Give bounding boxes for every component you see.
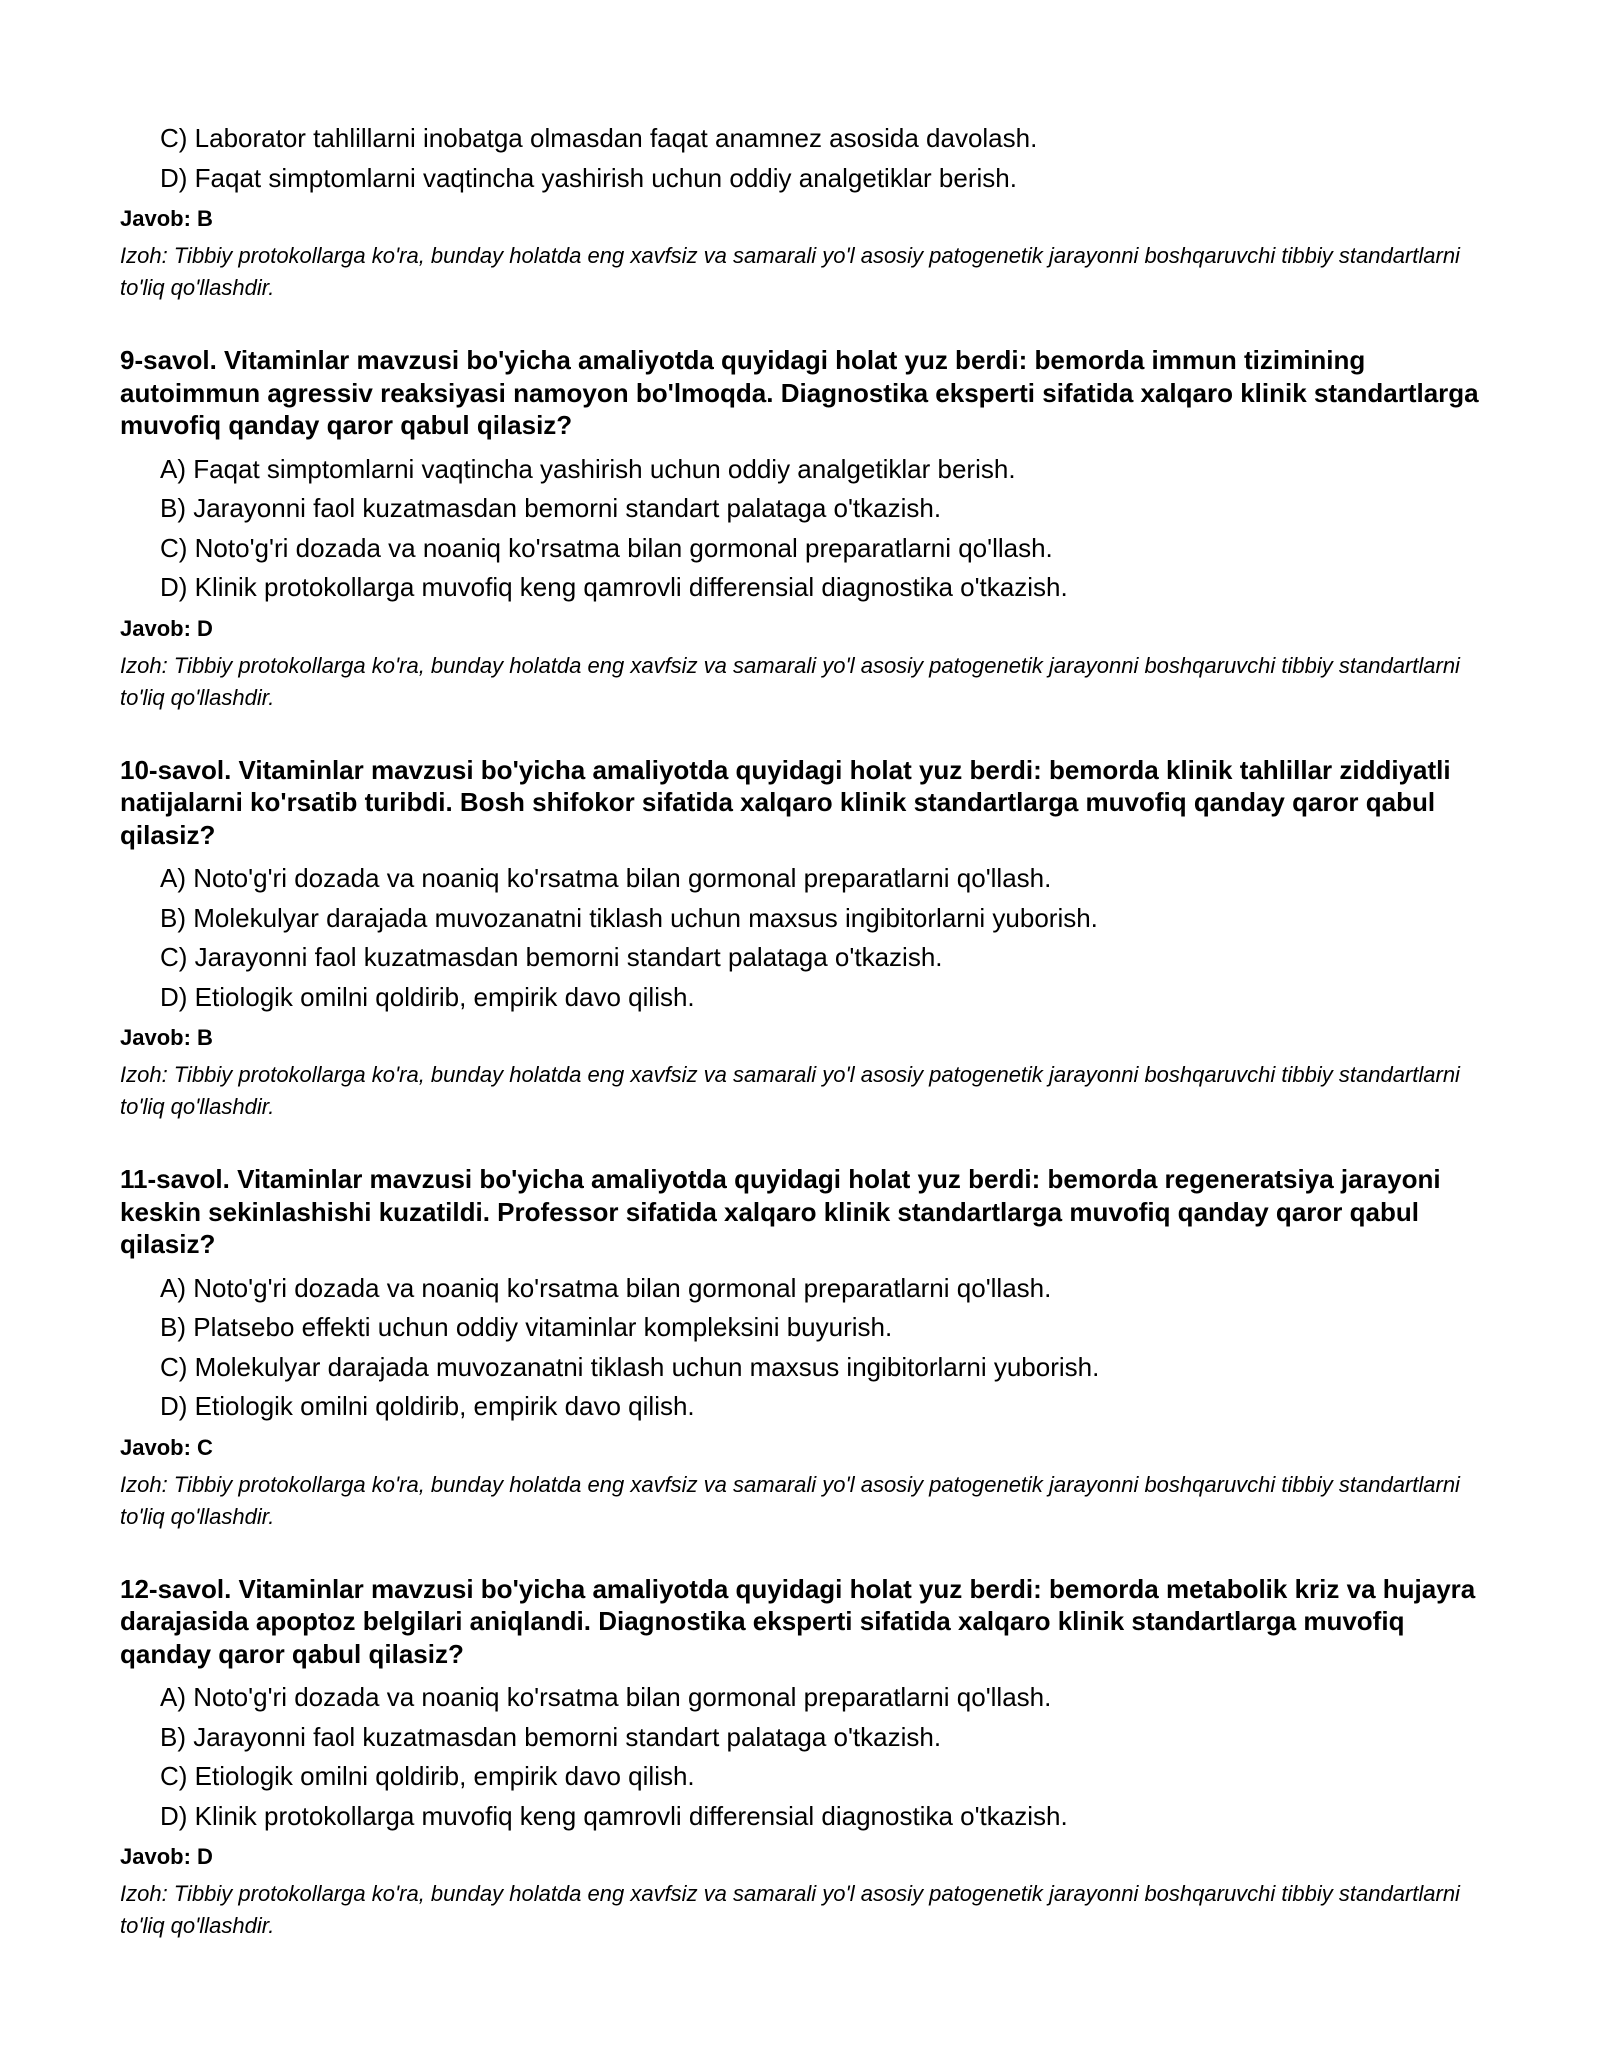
answer-line: Javob: D <box>120 615 213 641</box>
option-d: D) Etiologik omilni qoldirib, empirik davo qilish. <box>160 981 695 1012</box>
question-text: 10-savol. Vitaminlar mavzusi bo'yicha amaliyotda quyidagi holat yuz berdi: bemorda klinik tahlillar ziddiyatli natijalarni ko'rsatib turibdi. Bosh shifokor sifatida xalqaro klinik standartlarga muvofiq qanday qaror qabul qilasiz? <box>120 754 1451 850</box>
question-11 <box>120 1163 1520 1533</box>
option-b: B) Jarayonni faol kuzatmasdan bemorni standart palataga o'tkazish. <box>160 1721 942 1752</box>
option-a: A) Faqat simptomlarni vaqtincha yashirish uchun oddiy analgetiklar berish. <box>160 453 1016 484</box>
question-9 <box>120 344 1520 714</box>
question-text: 9-savol. Vitaminlar mavzusi bo'yicha amaliyotda quyidagi holat yuz berdi: bemorda immun tizimining autoimmun agressiv reaksiyasi namoyon bo'lmoqda. Diagnostika eksperti sifatida xalqaro klinik standartlarga muvofiq qanday qaror qabul qilasiz? <box>120 345 1479 440</box>
explanation-note: Izoh: Tibbiy protokollarga ko'ra, bunday holatda eng xavfsiz va samarali yo'l asosiy patogenetik jarayonni boshqaruvchi tibbiy standartlarni to'liq qo'llashdir. <box>120 652 1460 710</box>
question-12 <box>120 1573 1520 1943</box>
option-d: D) Klinik protokollarga muvofiq keng qamrovli differensial diagnostika o'tkazish. <box>160 1800 1068 1831</box>
answer-line: Javob: B <box>120 206 213 231</box>
option-a: A) Noto'g'ri dozada va noaniq ko'rsatma bilan gormonal preparatlarni qo'llash. <box>160 863 1052 893</box>
answer-line: Javob: B <box>120 1025 213 1050</box>
explanation-note: Izoh: Tibbiy protokollarga ko'ra, bunday holatda eng xavfsiz va samarali yo'l asosiy patogenetik jarayonni boshqaruvchi tibbiy standartlarni to'liq qo'llashdir. <box>120 1062 1460 1119</box>
option-c: C) Noto'g'ri dozada va noaniq ko'rsatma bilan gormonal preparatlarni qo'llash. <box>160 532 1053 563</box>
answer-line: Javob: C <box>120 1434 213 1460</box>
question-text: 11-savol. Vitaminlar mavzusi bo'yicha amaliyotda quyidagi holat yuz berdi: bemorda regeneratsiya jarayoni keskin sekinlashishi kuzatildi. Professor sifatida xalqaro klinik standartlarga muvofiq qanday qaror qabul qilasiz? <box>120 1164 1441 1259</box>
option-b: B) Jarayonni faol kuzatmasdan bemorni standart palataga o'tkazish. <box>160 493 942 523</box>
option-b: B) Platsebo effekti uchun oddiy vitaminlar kompleksini buyurish. <box>160 1312 893 1342</box>
option-c: C) Etiologik omilni qoldirib, empirik davo qilish. <box>160 1761 695 1791</box>
question-text: 12-savol. Vitaminlar mavzusi bo'yicha amaliyotda quyidagi holat yuz berdi: bemorda metabolik kriz va hujayra darajasida apoptoz belgilari aniqlandi. Diagnostika eksperti sifatida xalqaro klinik standartlarga muvofiq qanday qaror qabul qilasiz? <box>120 1573 1476 1669</box>
explanation-note: Izoh: Tibbiy protokollarga ko'ra, bunday holatda eng xavfsiz va samarali yo'l asosiy patogenetik jarayonni boshqaruvchi tibbiy standartlarni to'liq qo'llashdir. <box>120 1471 1460 1529</box>
option-c: C) Laborator tahlillarni inobatga olmasdan faqat anamnez asosida davolash. <box>160 123 1038 153</box>
option-b: B) Molekulyar darajada muvozanatni tiklash uchun maxsus ingibitorlarni yuborish. <box>160 902 1098 933</box>
answer-line: Javob: D <box>120 1844 213 1869</box>
option-d: D) Klinik protokollarga muvofiq keng qamrovli differensial diagnostika o'tkazish. <box>160 572 1068 602</box>
option-c: C) Molekulyar darajada muvozanatni tiklash uchun maxsus ingibitorlarni yuborish. <box>160 1351 1100 1382</box>
option-d: D) Etiologik omilni qoldirib, empirik davo qilish. <box>160 1391 695 1421</box>
question-10 <box>120 754 1520 1124</box>
explanation-note: Izoh: Tibbiy protokollarga ko'ra, bunday holatda eng xavfsiz va samarali yo'l asosiy patogenetik jarayonni boshqaruvchi tibbiy standartlarni to'liq qo'llashdir. <box>120 1881 1460 1938</box>
option-a: A) Noto'g'ri dozada va noaniq ko'rsatma bilan gormonal preparatlarni qo'llash. <box>160 1272 1052 1303</box>
explanation-note: Izoh: Tibbiy protokollarga ko'ra, bunday holatda eng xavfsiz va samarali yo'l asosiy patogenetik jarayonni boshqaruvchi tibbiy standartlarni to'liq qo'llashdir. <box>120 243 1460 300</box>
option-a: A) Noto'g'ri dozada va noaniq ko'rsatma bilan gormonal preparatlarni qo'llash. <box>160 1682 1052 1712</box>
question-8-continued <box>120 119 1520 304</box>
option-c: C) Jarayonni faol kuzatmasdan bemorni standart palataga o'tkazish. <box>160 942 943 972</box>
option-d: D) Faqat simptomlarni vaqtincha yashirish uchun oddiy analgetiklar berish. <box>160 162 1017 193</box>
